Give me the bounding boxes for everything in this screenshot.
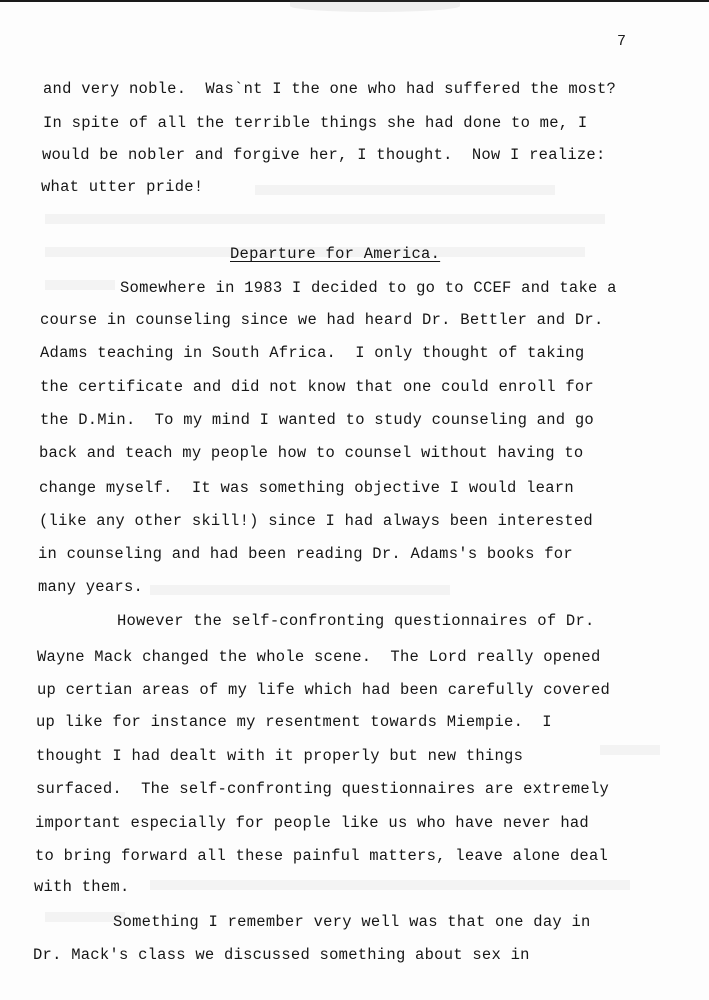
text-line: However the self-confronting questionnaires of Dr. [117, 612, 595, 630]
text-line: change myself. It was something objective I would learn [39, 479, 574, 497]
bleed-through-mark [45, 280, 115, 290]
text-line: surfaced. The self-confronting questionnaires are extremely [36, 780, 610, 798]
text-line: would be nobler and forgive her, I thought. Now I realize: [42, 146, 606, 164]
bleed-through-mark [150, 585, 450, 595]
text-line: with them. [34, 878, 130, 896]
text-line: many years. [38, 578, 144, 596]
text-line: in counseling and had been reading Dr. Adams's books for [38, 545, 573, 563]
text-line: thought I had dealt with it properly but new things [36, 747, 524, 765]
text-line: important especially for people like us who have never had [35, 814, 589, 832]
text-line: what utter pride! [41, 178, 204, 196]
text-line: the certificate and did not know that one could enroll for [40, 378, 594, 396]
bleed-through-mark [150, 880, 630, 890]
bleed-through-mark [45, 214, 605, 224]
bleed-through-mark [255, 185, 555, 195]
text-line: Something I remember very well was that one day in [113, 913, 591, 931]
scan-shadow [290, 0, 460, 12]
text-line: the D.Min. To my mind I wanted to study counseling and go [40, 411, 594, 429]
text-line: back and teach my people how to counsel without having to [39, 444, 584, 462]
text-line: and very noble. Was`nt I the one who had suffered the most? [43, 80, 617, 98]
text-line: In spite of all the terrible things she had done to me, I [43, 114, 588, 132]
text-line: Adams teaching in South Africa. I only thought of taking [40, 344, 585, 362]
text-line: up certian areas of my life which had been carefully covered [37, 681, 611, 699]
section-heading: Departure for America. [230, 245, 441, 263]
text-line: Dr. Mack's class we discussed something about sex in [33, 946, 530, 964]
text-line: Somewhere in 1983 I decided to go to CCEF and take a [120, 279, 617, 297]
text-line: up like for instance my resentment towards Miempie. I [36, 713, 552, 731]
text-line: Wayne Mack changed the whole scene. The Lord really opened [37, 648, 601, 666]
text-line: to bring forward all these painful matters, leave alone deal [35, 847, 609, 865]
text-line: course in counseling since we had heard Dr. Bettler and Dr. [40, 311, 604, 329]
bleed-through-mark [600, 745, 660, 755]
page-number: 7 [617, 33, 627, 50]
text-line: (like any other skill!) since I had always been interested [39, 512, 593, 530]
